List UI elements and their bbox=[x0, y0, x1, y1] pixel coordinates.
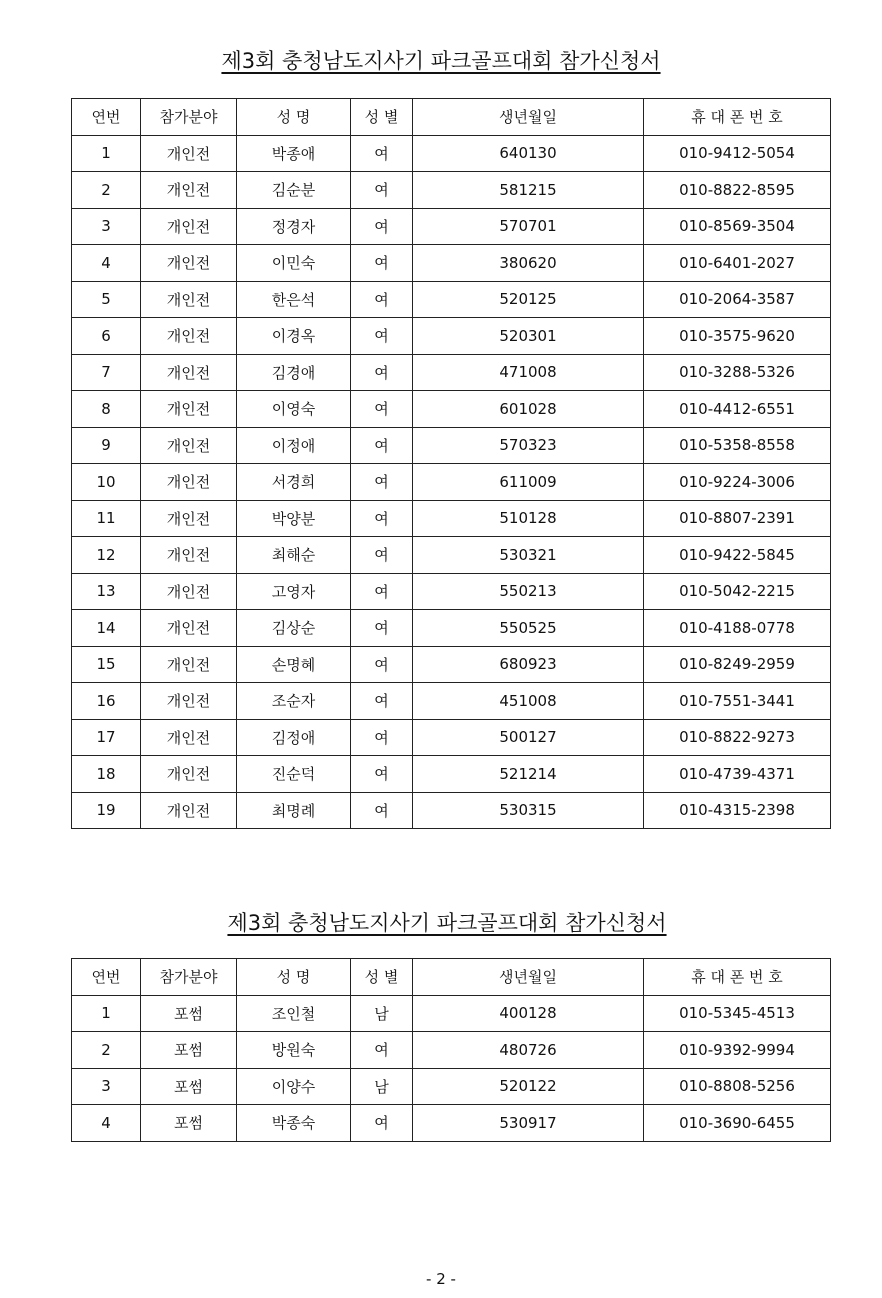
gender-cell: 여 bbox=[351, 135, 413, 172]
birthdate-cell: 510128 bbox=[413, 500, 644, 537]
column-header: 성 명 bbox=[237, 99, 351, 136]
gender-cell: 여 bbox=[351, 281, 413, 318]
gender-cell: 여 bbox=[351, 719, 413, 756]
column-header: 성 명 bbox=[237, 959, 351, 996]
serial-number-cell: 13 bbox=[72, 573, 141, 610]
table-row bbox=[72, 354, 831, 391]
column-header: 성 별 bbox=[351, 99, 413, 136]
phone-number-cell: 010-8807-2391 bbox=[644, 500, 831, 537]
category-cell: 개인전 bbox=[141, 391, 237, 428]
phone-number-cell: 010-3690-6455 bbox=[644, 1105, 831, 1142]
column-header: 생년월일 bbox=[413, 959, 644, 996]
column-header: 휴 대 폰 번 호 bbox=[644, 99, 831, 136]
phone-number-cell: 010-5345-4513 bbox=[644, 995, 831, 1032]
name-cell: 고영자 bbox=[237, 573, 351, 610]
name-cell: 최해순 bbox=[237, 537, 351, 574]
phone-number-cell: 010-9412-5054 bbox=[644, 135, 831, 172]
table-row bbox=[72, 573, 831, 610]
category-cell: 포썸 bbox=[141, 1068, 237, 1105]
gender-cell: 남 bbox=[351, 995, 413, 1032]
name-cell: 김정애 bbox=[237, 719, 351, 756]
gender-cell: 여 bbox=[351, 208, 413, 245]
category-cell: 개인전 bbox=[141, 573, 237, 610]
serial-number-cell: 6 bbox=[72, 318, 141, 355]
phone-number-cell: 010-9422-5845 bbox=[644, 537, 831, 574]
column-header: 연번 bbox=[72, 99, 141, 136]
serial-number-cell: 11 bbox=[72, 500, 141, 537]
category-cell: 개인전 bbox=[141, 683, 237, 720]
gender-cell: 남 bbox=[351, 1068, 413, 1105]
category-cell: 포썸 bbox=[141, 1032, 237, 1069]
table-row bbox=[72, 427, 831, 464]
gender-cell: 여 bbox=[351, 464, 413, 501]
column-header: 휴 대 폰 번 호 bbox=[644, 959, 831, 996]
birthdate-cell: 530321 bbox=[413, 537, 644, 574]
column-header: 생년월일 bbox=[413, 99, 644, 136]
category-cell: 개인전 bbox=[141, 537, 237, 574]
gender-cell: 여 bbox=[351, 500, 413, 537]
gender-cell: 여 bbox=[351, 172, 413, 209]
gender-cell: 여 bbox=[351, 537, 413, 574]
category-cell: 개인전 bbox=[141, 135, 237, 172]
serial-number-cell: 1 bbox=[72, 995, 141, 1032]
name-cell: 김순분 bbox=[237, 172, 351, 209]
phone-number-cell: 010-4739-4371 bbox=[644, 756, 831, 793]
phone-number-cell: 010-5358-8558 bbox=[644, 427, 831, 464]
name-cell: 박양분 bbox=[237, 500, 351, 537]
birthdate-cell: 550213 bbox=[413, 573, 644, 610]
serial-number-cell: 3 bbox=[72, 1068, 141, 1105]
birthdate-cell: 640130 bbox=[413, 135, 644, 172]
serial-number-cell: 10 bbox=[72, 464, 141, 501]
category-cell: 포썸 bbox=[141, 995, 237, 1032]
gender-cell: 여 bbox=[351, 427, 413, 464]
phone-number-cell: 010-6401-2027 bbox=[644, 245, 831, 282]
birthdate-cell: 570323 bbox=[413, 427, 644, 464]
birthdate-cell: 480726 bbox=[413, 1032, 644, 1069]
table-row bbox=[72, 1105, 831, 1142]
serial-number-cell: 14 bbox=[72, 610, 141, 647]
table-row bbox=[72, 281, 831, 318]
serial-number-cell: 4 bbox=[72, 1105, 141, 1142]
birthdate-cell: 500127 bbox=[413, 719, 644, 756]
gender-cell: 여 bbox=[351, 610, 413, 647]
gender-cell: 여 bbox=[351, 792, 413, 829]
serial-number-cell: 15 bbox=[72, 646, 141, 683]
column-header: 참가분야 bbox=[141, 959, 237, 996]
serial-number-cell: 16 bbox=[72, 683, 141, 720]
phone-number-cell: 010-4188-0778 bbox=[644, 610, 831, 647]
name-cell: 이경옥 bbox=[237, 318, 351, 355]
table-header-row bbox=[72, 99, 831, 136]
phone-number-cell: 010-5042-2215 bbox=[644, 573, 831, 610]
name-cell: 이정애 bbox=[237, 427, 351, 464]
name-cell: 이양수 bbox=[237, 1068, 351, 1105]
name-cell: 서경희 bbox=[237, 464, 351, 501]
column-header: 참가분야 bbox=[141, 99, 237, 136]
gender-cell: 여 bbox=[351, 1105, 413, 1142]
category-cell: 개인전 bbox=[141, 464, 237, 501]
participant-table-individual bbox=[71, 98, 831, 829]
table-row bbox=[72, 208, 831, 245]
table-row bbox=[72, 995, 831, 1032]
table-row bbox=[72, 172, 831, 209]
birthdate-cell: 611009 bbox=[413, 464, 644, 501]
phone-number-cell: 010-4412-6551 bbox=[644, 391, 831, 428]
column-header: 성 별 bbox=[351, 959, 413, 996]
phone-number-cell: 010-3288-5326 bbox=[644, 354, 831, 391]
serial-number-cell: 1 bbox=[72, 135, 141, 172]
gender-cell: 여 bbox=[351, 573, 413, 610]
table-row bbox=[72, 537, 831, 574]
name-cell: 손명혜 bbox=[237, 646, 351, 683]
gender-cell: 여 bbox=[351, 318, 413, 355]
category-cell: 개인전 bbox=[141, 208, 237, 245]
phone-number-cell: 010-3575-9620 bbox=[644, 318, 831, 355]
page-number: - 2 - bbox=[426, 1270, 456, 1288]
serial-number-cell: 5 bbox=[72, 281, 141, 318]
table-row bbox=[72, 1068, 831, 1105]
name-cell: 김경애 bbox=[237, 354, 351, 391]
birthdate-cell: 550525 bbox=[413, 610, 644, 647]
category-cell: 개인전 bbox=[141, 646, 237, 683]
category-cell: 개인전 bbox=[141, 172, 237, 209]
name-cell: 조인철 bbox=[237, 995, 351, 1032]
category-cell: 개인전 bbox=[141, 500, 237, 537]
column-header: 연번 bbox=[72, 959, 141, 996]
name-cell: 조순자 bbox=[237, 683, 351, 720]
birthdate-cell: 471008 bbox=[413, 354, 644, 391]
category-cell: 개인전 bbox=[141, 719, 237, 756]
gender-cell: 여 bbox=[351, 683, 413, 720]
participant-table-foursome bbox=[71, 958, 831, 1142]
name-cell: 김상순 bbox=[237, 610, 351, 647]
table-row bbox=[72, 610, 831, 647]
gender-cell: 여 bbox=[351, 756, 413, 793]
serial-number-cell: 8 bbox=[72, 391, 141, 428]
serial-number-cell: 17 bbox=[72, 719, 141, 756]
table-row bbox=[72, 756, 831, 793]
phone-number-cell: 010-8822-9273 bbox=[644, 719, 831, 756]
phone-number-cell: 010-2064-3587 bbox=[644, 281, 831, 318]
category-cell: 개인전 bbox=[141, 610, 237, 647]
name-cell: 정경자 bbox=[237, 208, 351, 245]
name-cell: 최명례 bbox=[237, 792, 351, 829]
gender-cell: 여 bbox=[351, 391, 413, 428]
birthdate-cell: 380620 bbox=[413, 245, 644, 282]
birthdate-cell: 521214 bbox=[413, 756, 644, 793]
serial-number-cell: 3 bbox=[72, 208, 141, 245]
birthdate-cell: 520122 bbox=[413, 1068, 644, 1105]
phone-number-cell: 010-9392-9994 bbox=[644, 1032, 831, 1069]
phone-number-cell: 010-8569-3504 bbox=[644, 208, 831, 245]
birthdate-cell: 520125 bbox=[413, 281, 644, 318]
birthdate-cell: 680923 bbox=[413, 646, 644, 683]
serial-number-cell: 12 bbox=[72, 537, 141, 574]
category-cell: 개인전 bbox=[141, 427, 237, 464]
table-row bbox=[72, 646, 831, 683]
gender-cell: 여 bbox=[351, 245, 413, 282]
phone-number-cell: 010-4315-2398 bbox=[644, 792, 831, 829]
category-cell: 개인전 bbox=[141, 318, 237, 355]
table-row bbox=[72, 318, 831, 355]
category-cell: 개인전 bbox=[141, 792, 237, 829]
phone-number-cell: 010-9224-3006 bbox=[644, 464, 831, 501]
category-cell: 개인전 bbox=[141, 354, 237, 391]
table-row bbox=[72, 135, 831, 172]
table-row bbox=[72, 719, 831, 756]
serial-number-cell: 2 bbox=[72, 1032, 141, 1069]
table-row bbox=[72, 792, 831, 829]
serial-number-cell: 2 bbox=[72, 172, 141, 209]
phone-number-cell: 010-8822-8595 bbox=[644, 172, 831, 209]
birthdate-cell: 570701 bbox=[413, 208, 644, 245]
gender-cell: 여 bbox=[351, 354, 413, 391]
table-row bbox=[72, 245, 831, 282]
table-row bbox=[72, 500, 831, 537]
serial-number-cell: 4 bbox=[72, 245, 141, 282]
table-header-row bbox=[72, 959, 831, 996]
form-title: 제3회 충청남도지사기 파크골프대회 참가신청서 bbox=[227, 911, 667, 935]
birthdate-cell: 530315 bbox=[413, 792, 644, 829]
serial-number-cell: 18 bbox=[72, 756, 141, 793]
serial-number-cell: 19 bbox=[72, 792, 141, 829]
name-cell: 이민숙 bbox=[237, 245, 351, 282]
table-row bbox=[72, 683, 831, 720]
category-cell: 포썸 bbox=[141, 1105, 237, 1142]
name-cell: 이영숙 bbox=[237, 391, 351, 428]
phone-number-cell: 010-7551-3441 bbox=[644, 683, 831, 720]
name-cell: 진순덕 bbox=[237, 756, 351, 793]
birthdate-cell: 530917 bbox=[413, 1105, 644, 1142]
name-cell: 박종숙 bbox=[237, 1105, 351, 1142]
name-cell: 박종애 bbox=[237, 135, 351, 172]
table-row bbox=[72, 391, 831, 428]
phone-number-cell: 010-8808-5256 bbox=[644, 1068, 831, 1105]
birthdate-cell: 451008 bbox=[413, 683, 644, 720]
birthdate-cell: 601028 bbox=[413, 391, 644, 428]
gender-cell: 여 bbox=[351, 646, 413, 683]
table-row bbox=[72, 1032, 831, 1069]
birthdate-cell: 400128 bbox=[413, 995, 644, 1032]
serial-number-cell: 9 bbox=[72, 427, 141, 464]
category-cell: 개인전 bbox=[141, 756, 237, 793]
form-title: 제3회 충청남도지사기 파크골프대회 참가신청서 bbox=[221, 49, 661, 73]
category-cell: 개인전 bbox=[141, 281, 237, 318]
serial-number-cell: 7 bbox=[72, 354, 141, 391]
name-cell: 한은석 bbox=[237, 281, 351, 318]
birthdate-cell: 581215 bbox=[413, 172, 644, 209]
phone-number-cell: 010-8249-2959 bbox=[644, 646, 831, 683]
birthdate-cell: 520301 bbox=[413, 318, 644, 355]
category-cell: 개인전 bbox=[141, 245, 237, 282]
gender-cell: 여 bbox=[351, 1032, 413, 1069]
name-cell: 방원숙 bbox=[237, 1032, 351, 1069]
table-row bbox=[72, 464, 831, 501]
